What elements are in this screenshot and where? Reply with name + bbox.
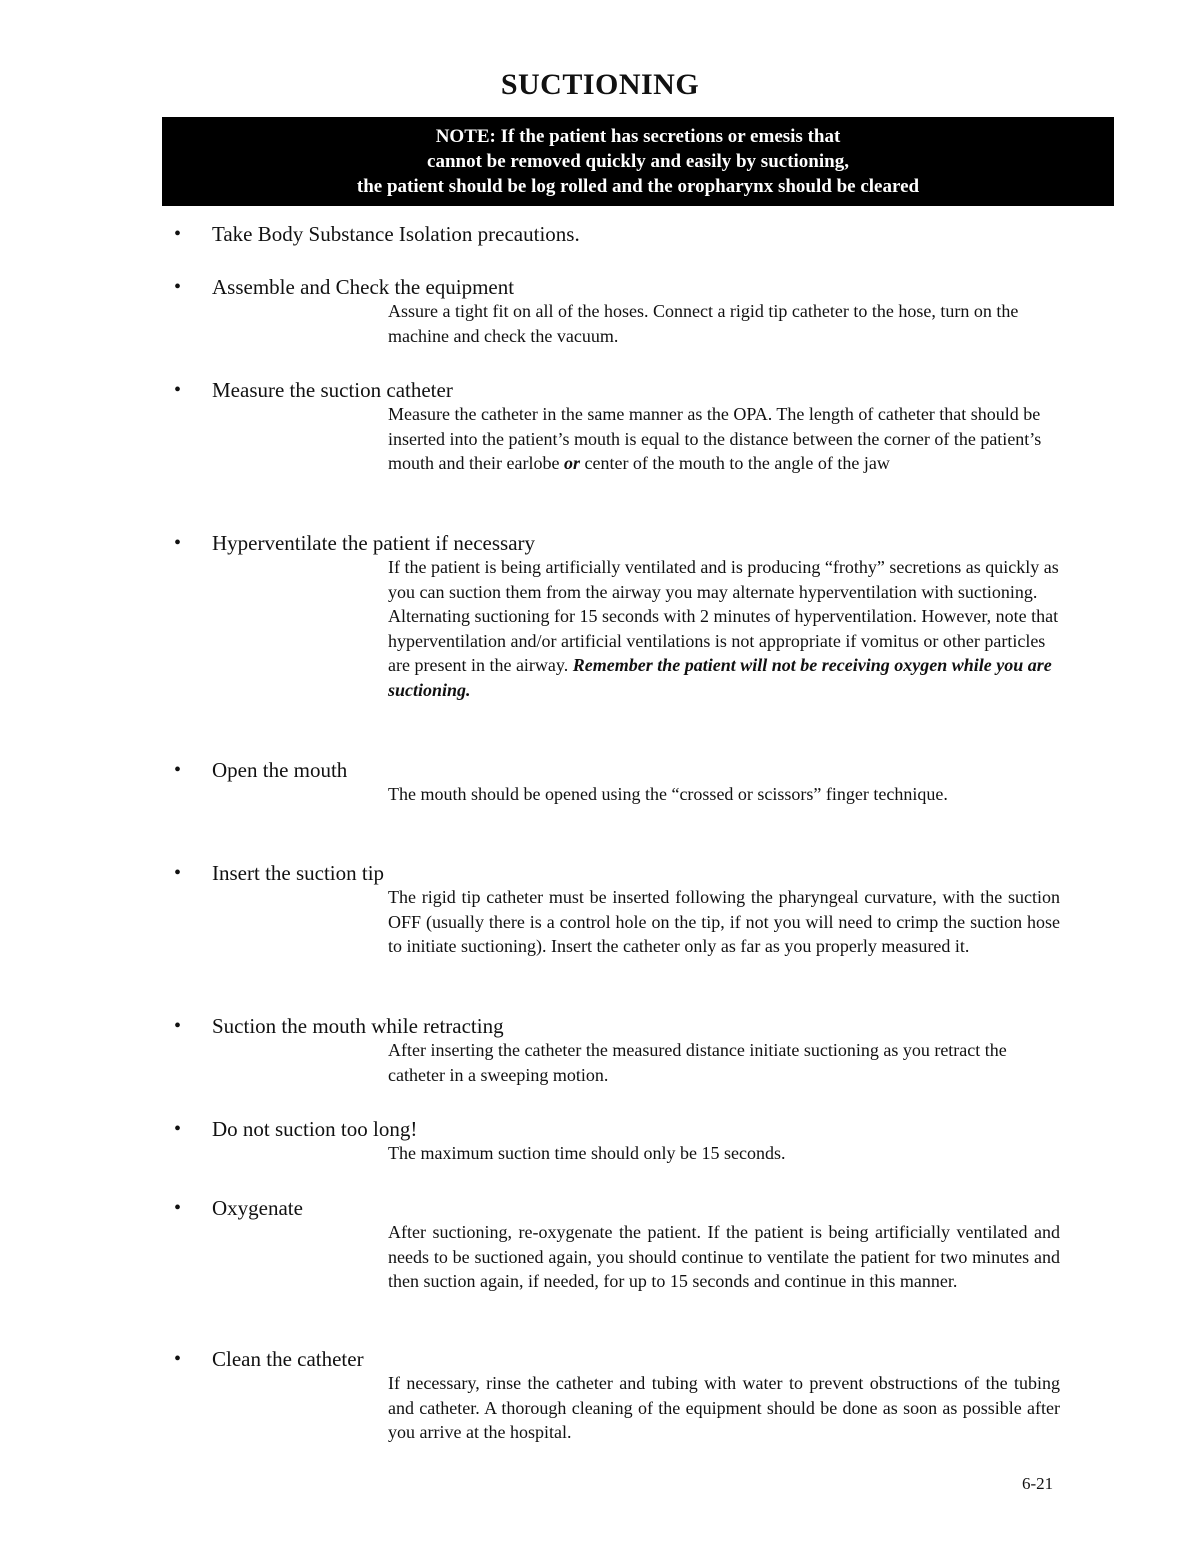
item-title: Assemble and Check the equipment [212, 275, 515, 299]
description-text: If the patient is being artificially ventilated and is producing “frothy” secretions as quickly as you can suction them from the airway you may alternate hyperventilation with suctioning. Alternating suctioning for 15 seconds with 2 minutes of hyperventilation. However, note that hyperventilation and/or artificial ventilations is not appropriate if vomitus or other particles are present in the airway. [388, 557, 1059, 676]
item-description: Assure a tight fit on all of the hoses. Connect a rigid tip catheter to the hose, turn on the machine and check the vacuum. [388, 301, 1019, 346]
bullet-icon: • [174, 1118, 182, 1140]
item-title: Clean the catheter [212, 1347, 364, 1371]
item-description: After inserting the catheter the measured distance initiate suctioning as you retract the catheter in a sweeping motion. [388, 1040, 1007, 1085]
bullet-icon: • [174, 1015, 182, 1037]
emphasis-text: or [563, 453, 580, 474]
item-description: If necessary, rinse the catheter and tubing with water to prevent obstructions of the tubing and catheter. A thorough cleaning of the equipment should be done as soon as possible after you arrive at the hospital. [388, 1373, 1060, 1443]
item-title: Take Body Substance Isolation precautions. [212, 222, 580, 246]
item-title: Measure the suction catheter [212, 378, 453, 402]
item-description: After suctioning, re-oxygenate the patient. If the patient is being artificially ventilated and needs to be suctioned again, you should continue to ventilate the patient for two minutes and then suction again, if needed, for up to 15 seconds and continue in this manner. [388, 1222, 1060, 1292]
emphasis-text: Remember the patient will not be receiving oxygen while you are suctioning. [388, 655, 1052, 700]
page-number: 6-21 [1022, 1474, 1054, 1493]
item-description: The rigid tip catheter must be inserted following the pharyngeal curvature, with the suction OFF (usually there is a control hole on the tip, if not you will need to crimp the suction hose to initiate suctioning). Insert the catheter only as far as you properly measured it. [388, 887, 1060, 957]
item-title: Do not suction too long! [212, 1117, 418, 1141]
item-description: The maximum suction time should only be 15 seconds. [388, 1143, 786, 1163]
bullet-icon: • [174, 1197, 182, 1219]
item-description [388, 402, 1060, 476]
bullet-icon: • [174, 759, 182, 781]
item-description: The mouth should be opened using the “crossed or scissors” finger technique. [388, 784, 948, 804]
bullet-icon: • [174, 223, 182, 245]
note-line-2: cannot be removed quickly and easily by suctioning, [427, 151, 849, 172]
description-text: Measure the catheter in the same manner as the OPA. The length of catheter that should be inserted into the patient’s mouth is equal to the distance between the corner of the patient’s mouth and their earlobe [388, 404, 1042, 474]
note-box [162, 117, 1114, 206]
item-title: Insert the suction tip [212, 861, 385, 885]
note-line-3: the patient should be log rolled and the oropharynx should be cleared [356, 176, 920, 197]
bullet-icon: • [174, 532, 182, 554]
item-description [388, 555, 1060, 703]
item-title: Hyperventilate the patient if necessary [212, 531, 536, 555]
item-title: Oxygenate [212, 1196, 303, 1220]
item-title: Suction the mouth while retracting [212, 1014, 504, 1038]
bullet-icon: • [174, 862, 182, 884]
bullet-icon: • [174, 379, 182, 401]
note-line-1: NOTE: If the patient has secretions or emesis that [435, 126, 841, 147]
item-title: Open the mouth [212, 758, 348, 782]
bullet-icon: • [174, 1348, 182, 1370]
bullet-icon: • [174, 276, 182, 298]
description-text: center of the mouth to the angle of the jaw [579, 453, 890, 474]
page-title: SUCTIONING [500, 68, 700, 101]
